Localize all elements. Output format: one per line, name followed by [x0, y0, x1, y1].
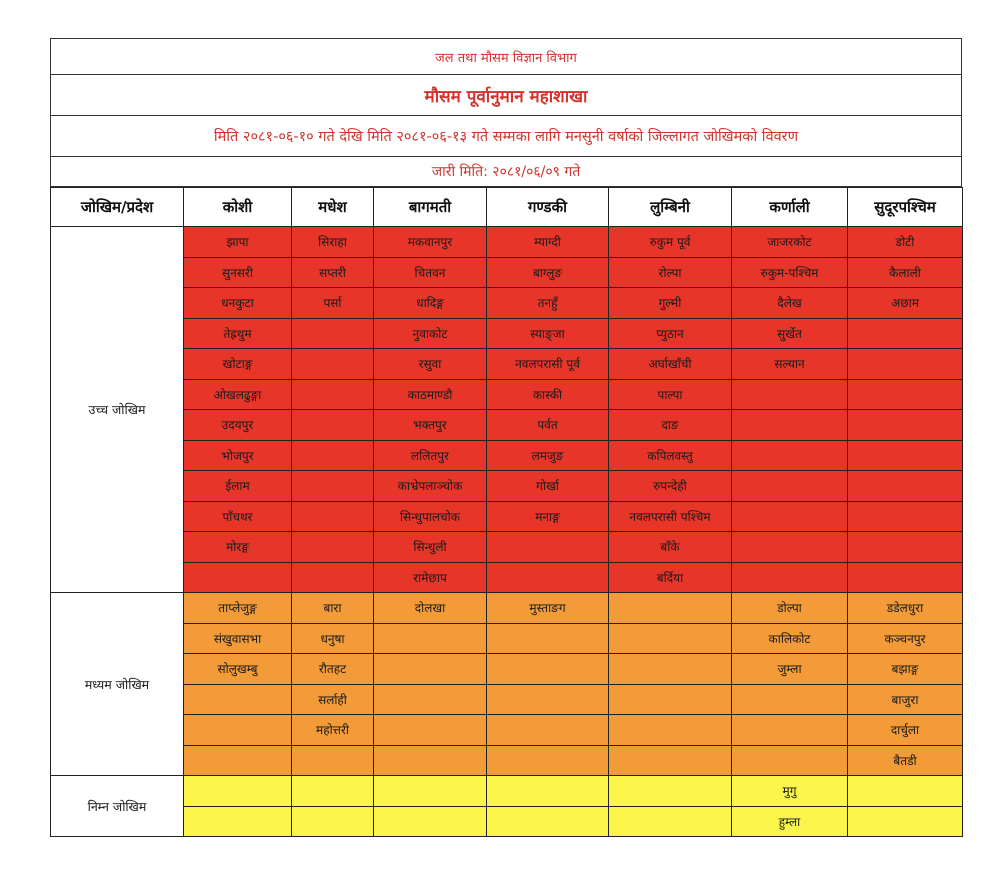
- district-cell: [732, 745, 848, 776]
- district-cell: कैलाली: [848, 257, 963, 288]
- district-cell: [292, 471, 374, 502]
- district-cell: [848, 349, 963, 380]
- district-cell: प्युठान: [609, 318, 732, 349]
- district-cell: अछाम: [848, 288, 963, 319]
- district-cell: [487, 623, 609, 654]
- district-cell: [732, 410, 848, 441]
- district-cell: भोजपुर: [184, 440, 292, 471]
- district-cell: [609, 593, 732, 624]
- district-cell: [848, 410, 963, 441]
- high-risk-row: [51, 318, 963, 349]
- district-cell: [374, 684, 487, 715]
- header-madhesh: मधेश: [292, 188, 374, 227]
- district-cell: सिराहा: [292, 227, 374, 258]
- medium-risk-row: [51, 593, 963, 624]
- medium-risk-row: [51, 654, 963, 685]
- district-cell: महोत्तरी: [292, 715, 374, 746]
- header-bagmati: बागमती: [374, 188, 487, 227]
- district-cell: दाङ: [609, 410, 732, 441]
- district-cell: ताप्लेजुङ्ग: [184, 593, 292, 624]
- district-cell: सुर्खेत: [732, 318, 848, 349]
- district-cell: सुनसरी: [184, 257, 292, 288]
- district-cell: [184, 745, 292, 776]
- low-risk-row: [51, 806, 963, 837]
- district-cell: झापा: [184, 227, 292, 258]
- district-cell: [732, 562, 848, 593]
- district-cell: [292, 501, 374, 532]
- district-cell: [487, 745, 609, 776]
- district-cell: [487, 532, 609, 563]
- district-cell: [184, 776, 292, 807]
- header-sudurpashchim: सुदूरपश्चिम: [848, 188, 963, 227]
- district-cell: [732, 501, 848, 532]
- district-cell: रौतहट: [292, 654, 374, 685]
- district-cell: [292, 349, 374, 380]
- district-cell: चितवन: [374, 257, 487, 288]
- district-cell: [732, 532, 848, 563]
- medium-risk-row: [51, 715, 963, 746]
- district-cell: रुकुम पूर्व: [609, 227, 732, 258]
- district-cell: [374, 654, 487, 685]
- high-risk-row: [51, 532, 963, 563]
- district-cell: अर्घाखाँची: [609, 349, 732, 380]
- district-cell: मकवानपुर: [374, 227, 487, 258]
- district-cell: उदयपुर: [184, 410, 292, 441]
- district-cell: कपिलवस्तु: [609, 440, 732, 471]
- district-cell: खोटाङ्ग: [184, 349, 292, 380]
- district-cell: [848, 379, 963, 410]
- low-risk-row: [51, 776, 963, 807]
- district-cell: धनुषा: [292, 623, 374, 654]
- district-cell: [848, 501, 963, 532]
- district-cell: [609, 745, 732, 776]
- district-cell: [848, 471, 963, 502]
- district-cell: [848, 440, 963, 471]
- high-risk-row: [51, 410, 963, 441]
- district-cell: कालिकोट: [732, 623, 848, 654]
- district-cell: [848, 532, 963, 563]
- district-cell: पर्सा: [292, 288, 374, 319]
- district-cell: रसुवा: [374, 349, 487, 380]
- district-cell: धनकुटा: [184, 288, 292, 319]
- district-cell: [374, 715, 487, 746]
- high-risk-row: [51, 257, 963, 288]
- district-cell: मोरङ्ग: [184, 532, 292, 563]
- high-risk-row: [51, 471, 963, 502]
- district-cell: [292, 379, 374, 410]
- district-cell: बझाङ्ग: [848, 654, 963, 685]
- district-cell: [184, 562, 292, 593]
- district-cell: [292, 806, 374, 837]
- district-cell: नवलपरासी पूर्व: [487, 349, 609, 380]
- district-cell: हुम्ला: [732, 806, 848, 837]
- district-cell: सर्लाही: [292, 684, 374, 715]
- district-cell: बर्दिया: [609, 562, 732, 593]
- district-cell: [374, 623, 487, 654]
- district-cell: डोल्पा: [732, 593, 848, 624]
- district-cell: गोर्खा: [487, 471, 609, 502]
- district-cell: [609, 715, 732, 746]
- district-cell: काभ्रेपलाञ्चोक: [374, 471, 487, 502]
- district-cell: संखुवासभा: [184, 623, 292, 654]
- district-cell: ओखलढुङ्गा: [184, 379, 292, 410]
- district-cell: ललितपुर: [374, 440, 487, 471]
- district-cell: रुकुम-पश्चिम: [732, 257, 848, 288]
- district-cell: रोल्पा: [609, 257, 732, 288]
- district-cell: तेह्रथुम: [184, 318, 292, 349]
- district-cell: [292, 532, 374, 563]
- district-cell: [374, 806, 487, 837]
- district-cell: [609, 654, 732, 685]
- table-header-row: [51, 188, 963, 227]
- district-cell: [292, 776, 374, 807]
- district-cell: पर्वत: [487, 410, 609, 441]
- district-cell: दैलेख: [732, 288, 848, 319]
- district-cell: [732, 684, 848, 715]
- district-cell: [487, 806, 609, 837]
- report-description: मिति २०८१-०६-१० गते देखि मिति २०८१-०६-१३ गते सम्मका लागि मनसुनी वर्षाको जिल्लागत जोखिमको विवरण: [50, 116, 962, 157]
- high-risk-row: [51, 379, 963, 410]
- issue-date: जारी मिति: २०८१/०६/०९ गते: [50, 157, 962, 187]
- medium-risk-row: [51, 745, 963, 776]
- district-cell: दोलखा: [374, 593, 487, 624]
- district-cell: पाल्पा: [609, 379, 732, 410]
- district-cell: [184, 684, 292, 715]
- high-risk-row: [51, 227, 963, 258]
- high-risk-row: [51, 501, 963, 532]
- risk-document: [50, 38, 962, 837]
- district-cell: [732, 440, 848, 471]
- district-cell: [487, 715, 609, 746]
- district-cell: बाग्लुङ: [487, 257, 609, 288]
- district-cell: रामेछाप: [374, 562, 487, 593]
- department-title: जल तथा मौसम विज्ञान विभाग: [50, 38, 962, 75]
- medium-risk-label: मध्यम जोखिम: [51, 593, 184, 776]
- district-cell: [292, 562, 374, 593]
- district-cell: [292, 440, 374, 471]
- district-cell: [487, 684, 609, 715]
- district-cell: सिन्धुपालचोक: [374, 501, 487, 532]
- district-cell: [609, 684, 732, 715]
- district-cell: [487, 654, 609, 685]
- high-risk-row: [51, 349, 963, 380]
- district-cell: [609, 806, 732, 837]
- low-risk-label: निम्न जोखिम: [51, 776, 184, 837]
- district-cell: बाजुरा: [848, 684, 963, 715]
- district-cell: गुल्मी: [609, 288, 732, 319]
- district-cell: धादिङ्ग: [374, 288, 487, 319]
- high-risk-label: उच्च जोखिम: [51, 227, 184, 593]
- district-cell: डोटी: [848, 227, 963, 258]
- district-cell: भक्तपुर: [374, 410, 487, 441]
- district-cell: [609, 623, 732, 654]
- district-cell: सप्तरी: [292, 257, 374, 288]
- district-cell: [292, 318, 374, 349]
- high-risk-row: [51, 288, 963, 319]
- district-cell: [374, 745, 487, 776]
- district-cell: बारा: [292, 593, 374, 624]
- district-cell: रुपन्देही: [609, 471, 732, 502]
- table-body: [51, 227, 963, 837]
- district-cell: मुगु: [732, 776, 848, 807]
- district-cell: [487, 776, 609, 807]
- district-cell: नवलपरासी पश्चिम: [609, 501, 732, 532]
- district-cell: सिन्धुली: [374, 532, 487, 563]
- district-cell: लमजुङ: [487, 440, 609, 471]
- header-lumbini: लुम्बिनी: [609, 188, 732, 227]
- district-cell: [848, 806, 963, 837]
- district-cell: [848, 562, 963, 593]
- district-cell: [487, 562, 609, 593]
- district-cell: तनहुँ: [487, 288, 609, 319]
- district-cell: कञ्चनपुर: [848, 623, 963, 654]
- district-cell: दार्चुला: [848, 715, 963, 746]
- district-cell: [848, 776, 963, 807]
- district-cell: बाँके: [609, 532, 732, 563]
- medium-risk-row: [51, 684, 963, 715]
- district-cell: ईलाम: [184, 471, 292, 502]
- district-cell: [184, 715, 292, 746]
- district-cell: [374, 776, 487, 807]
- district-cell: [732, 379, 848, 410]
- header-karnali: कर्णाली: [732, 188, 848, 227]
- district-cell: नुवाकोट: [374, 318, 487, 349]
- district-cell: [848, 318, 963, 349]
- district-cell: सोलुखम्बु: [184, 654, 292, 685]
- header-koshi: कोशी: [184, 188, 292, 227]
- district-cell: कास्की: [487, 379, 609, 410]
- district-cell: [184, 806, 292, 837]
- division-title: मौसम पूर्वानुमान महाशाखा: [50, 75, 962, 116]
- high-risk-row: [51, 562, 963, 593]
- district-cell: जाजरकोट: [732, 227, 848, 258]
- district-cell: म्याग्दी: [487, 227, 609, 258]
- header-risk-province: जोखिम/प्रदेश: [51, 188, 184, 227]
- header-gandaki: गण्डकी: [487, 188, 609, 227]
- district-cell: डडेलधुरा: [848, 593, 963, 624]
- district-cell: [292, 745, 374, 776]
- district-risk-table: [50, 187, 963, 837]
- district-cell: स्याङ्जा: [487, 318, 609, 349]
- district-cell: काठमाण्डौ: [374, 379, 487, 410]
- district-cell: मुस्ताङग: [487, 593, 609, 624]
- medium-risk-row: [51, 623, 963, 654]
- high-risk-row: [51, 440, 963, 471]
- district-cell: जुम्ला: [732, 654, 848, 685]
- district-cell: मनाङ्ग: [487, 501, 609, 532]
- district-cell: [292, 410, 374, 441]
- district-cell: बैतडी: [848, 745, 963, 776]
- district-cell: सल्यान: [732, 349, 848, 380]
- district-cell: पाँचथर: [184, 501, 292, 532]
- district-cell: [732, 715, 848, 746]
- district-cell: [609, 776, 732, 807]
- district-cell: [732, 471, 848, 502]
